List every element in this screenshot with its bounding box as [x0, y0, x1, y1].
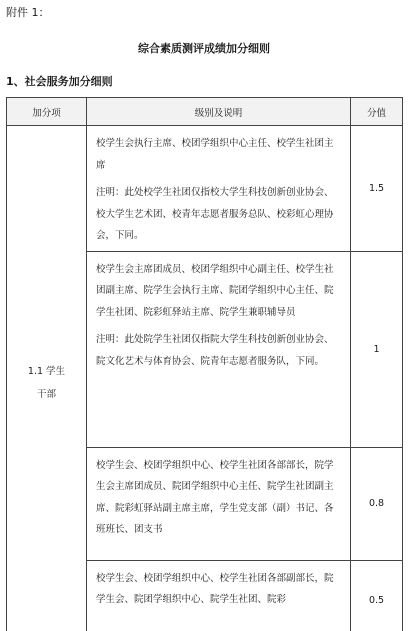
- table-row: [7, 126, 403, 252]
- description-main: 校学生会执行主席、校团学组织中心主任、校学生社团主席: [96, 138, 334, 171]
- document-title: 综合素质测评成绩加分细则: [138, 42, 270, 55]
- attachment-label: 附件 1：: [6, 6, 50, 19]
- category-label: 1.1 学生干部: [27, 365, 66, 400]
- bonus-rules-table: [6, 97, 403, 631]
- score-cell: 1: [351, 251, 403, 447]
- description-cell: [87, 126, 351, 252]
- description-main: 校学生会、校团学组织中心、校学生社团各部副部长，院学生会、院团学组织中心、院学生社团、院彩: [96, 572, 334, 605]
- column-header-score: 分值: [351, 98, 403, 126]
- category-cell: [7, 126, 87, 631]
- description-cell: [87, 251, 351, 447]
- score-cell: 0.8: [351, 447, 403, 560]
- score-cell: 1.5: [351, 126, 403, 252]
- description-cell: [87, 560, 351, 631]
- description-main: 校学生会、校团学组织中心、校学生社团各部部长，院学生会主席团成员、院团学组织中心主任、院学生社团副主席、院彩虹驿站副主席主席，学生党支部（副）书记、各班班长、团支书: [96, 459, 334, 535]
- section-heading: 1、社会服务加分细则: [6, 75, 113, 88]
- column-header-item: 加分项: [7, 98, 87, 126]
- column-header-description: 级别及说明: [87, 98, 351, 126]
- description-note: 注明：此处校学生社团仅指校大学生科技创新创业协会、校大学生艺术团、校青年志愿者服务总队、校彩虹心理协会，下同。: [96, 187, 334, 241]
- description-main: 校学生会主席团成员、校团学组织中心副主任、校学生社团副主席、院学生会执行主席、院团学组织中心主任、院学生社团、院彩虹驿站主席、院学生兼职辅导员: [96, 263, 334, 318]
- description-note: 注明：此处院学生社团仅指院大学生科技创新创业协会、院文化艺术与体育协会、院青年志愿者服务队，下同。: [96, 334, 334, 367]
- description-cell: [87, 447, 351, 560]
- table-header-row: [7, 98, 403, 126]
- score-cell: 0.5: [351, 560, 403, 631]
